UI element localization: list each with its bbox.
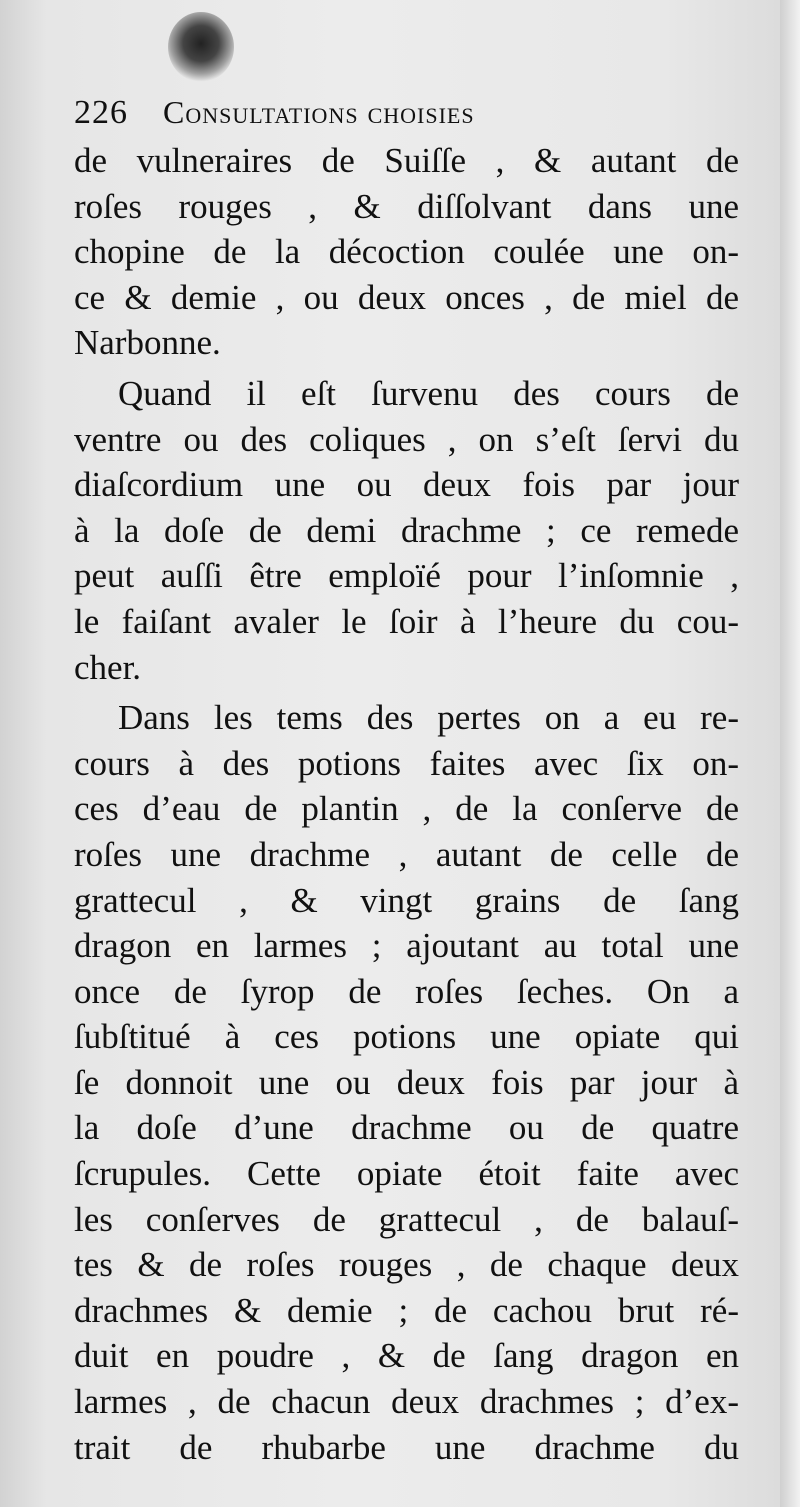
text-line: à la doſe de demi drachme ; ce remede <box>74 510 739 550</box>
text-line: larmes , de chacun deux drachmes ; d’ex- <box>74 1382 739 1422</box>
text-line: trait de rhubarbe une drachme du <box>74 1427 739 1467</box>
text-line: once de ſyrop de roſes ſeches. On a <box>74 971 739 1011</box>
text-line: le faiſant avaler le ſoir à l’heure du cou- <box>74 601 739 641</box>
text-line: roſes une drachme , autant de celle de <box>74 834 739 874</box>
paragraph <box>74 695 739 1470</box>
running-head-title: Consultations choisies <box>163 94 475 130</box>
text-line: la doſe d’une drachme ou de quatre <box>74 1108 739 1148</box>
text-line: peut auſſi être emploïé pour l’inſomnie , <box>74 556 739 596</box>
text-line: ſubſtitué à ces potions une opiate qui <box>74 1017 739 1057</box>
text-line: ventre ou des coliques , on s’eſt ſervi du <box>74 419 739 459</box>
text-line: dragon en larmes ; ajoutant au total une <box>74 926 739 966</box>
text-line: duit en poudre , & de ſang dragon en <box>74 1336 739 1376</box>
page-gutter <box>780 0 800 1507</box>
text-line: de vulneraires de Suiſſe , & autant de <box>74 141 739 180</box>
paragraph <box>74 371 739 690</box>
text-line: grattecul , & vingt grains de ſang <box>74 880 739 920</box>
text-line: tes & de roſes rouges , de chaque deux <box>74 1245 739 1285</box>
page-number: 226 <box>74 94 128 131</box>
text-line: diaſcordium une ou deux fois par jour <box>74 465 739 505</box>
body-text <box>74 138 739 1470</box>
paragraph <box>74 138 739 366</box>
text-line: Narbonne. <box>74 323 221 363</box>
text-line: cher. <box>74 647 142 687</box>
text-line: les conſerves de grattecul , de balauſ- <box>74 1199 739 1239</box>
text-line: Dans les tems des pertes on a eu re- <box>118 698 739 738</box>
text-line: chopine de la décoction coulée une on- <box>74 232 739 272</box>
text-line: drachmes & demie ; de cachou brut ré- <box>74 1290 739 1330</box>
text-line: ces d’eau de plantin , de la conſerve de <box>74 789 739 829</box>
text-line: cours à des potions faites avec ſix on- <box>74 743 739 783</box>
text-line: ſe donnoit une ou deux fois par jour à <box>74 1062 739 1102</box>
running-head <box>74 94 724 138</box>
text-line: ce & demie , ou deux onces , de miel de <box>74 277 739 317</box>
ink-blot-stain <box>168 12 234 82</box>
text-line: ſcrupules. Cette opiate étoit faite avec <box>74 1154 739 1194</box>
text-line: Quand il eſt ſurvenu des cours de <box>118 373 739 413</box>
text-line: roſes rouges , & diſſolvant dans une <box>74 186 739 226</box>
